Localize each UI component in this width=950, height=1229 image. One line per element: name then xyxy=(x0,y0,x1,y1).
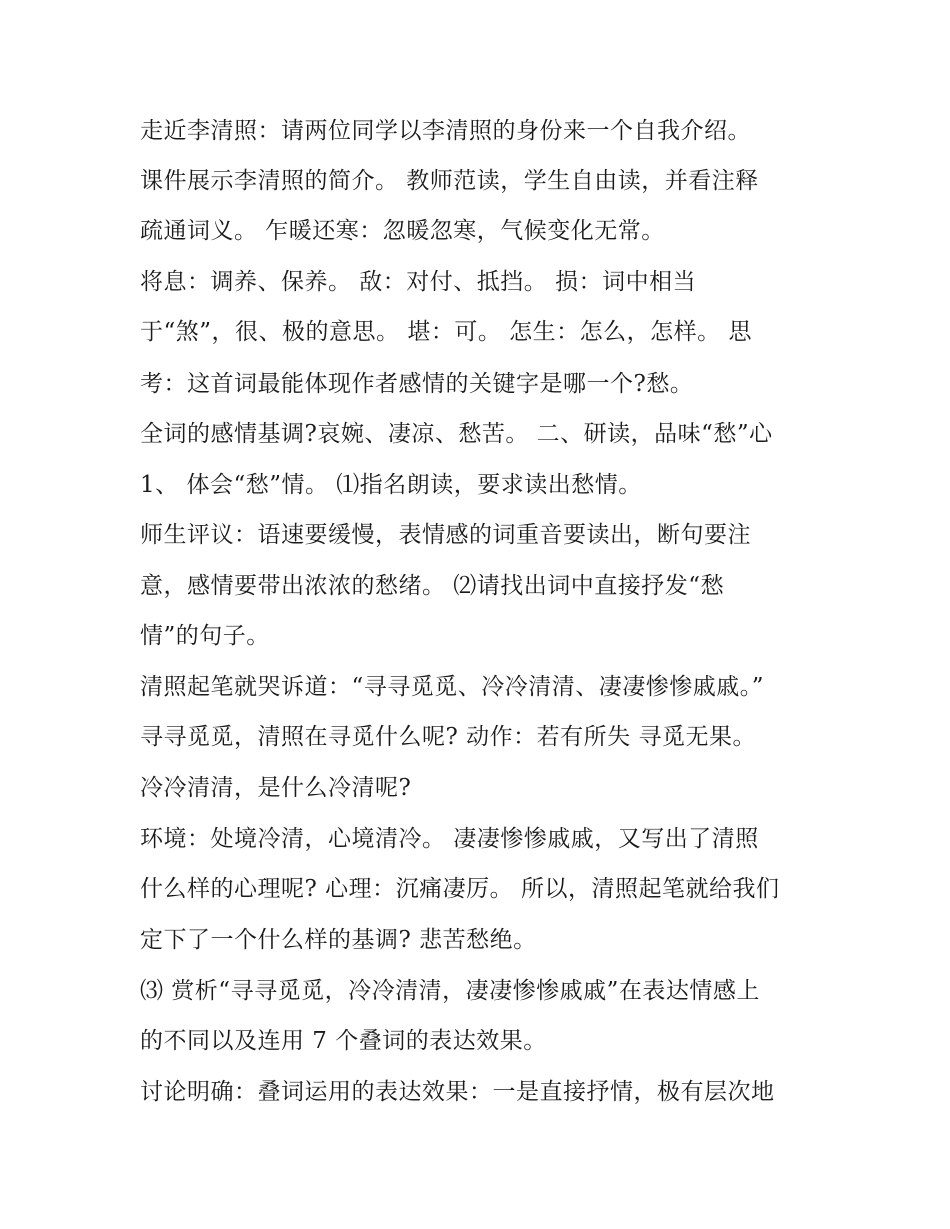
text-line: 意，感情要带出浓浓的愁绪。 ⑵请找出词中直接抒发“愁 xyxy=(140,573,725,599)
text-line: 师生评议：语速要缓慢，表情感的词重音要读出，断句要注 xyxy=(140,522,751,548)
text-line: 什么样的心理呢? 心理：沉痛凄厉。 所以，清照起笔就给我们 xyxy=(140,876,780,902)
text-line: 课件展示李清照的简介。 教师范读，学生自由读，并看注释 xyxy=(140,168,759,194)
text-line: 冷冷清清，是什么冷清呢? xyxy=(140,775,412,801)
text-line: 考：这首词最能体现作者感情的关键字是哪一个?愁。 xyxy=(140,371,694,397)
text-line: 寻寻觅觅，清照在寻觅什么呢? 动作：若有所失 寻觅无果。 xyxy=(140,724,756,750)
text-line: 于“煞”，很、极的意思。 堪：可。 怎生：怎么，怎样。 思 xyxy=(140,319,752,345)
text-line: 情”的句子。 xyxy=(140,623,270,649)
text-line: 的不同以及连用 7 个叠词的表达效果。 xyxy=(140,1028,547,1054)
text-line: 讨论明确：叠词运用的表达效果：一是直接抒情，极有层次地 xyxy=(140,1079,775,1105)
text-line: 疏通词义。 乍暖还寒：忽暖忽寒，气候变化无常。 xyxy=(140,218,665,244)
text-line: 走近李清照：请两位同学以李清照的身份来一个自我介绍。 xyxy=(140,118,751,144)
text-line: ⑶ 赏析“寻寻觅觅，冷冷清清，凄凄惨惨戚戚”在表达情感上 xyxy=(140,978,760,1004)
text-line: 清照起笔就哭诉道：“寻寻觅觅、冷冷清清、凄凄惨惨戚戚。” xyxy=(140,674,765,700)
text-line: 全词的感情基调?哀婉、凄凉、愁苦。 二、研读，品味“愁”心 xyxy=(140,421,773,447)
text-line: 定下了一个什么样的基调? 悲苦愁绝。 xyxy=(140,927,537,953)
text-line: 环境：处境冷清，心境清冷。 凄凄惨惨戚戚，又写出了清照 xyxy=(140,826,759,852)
text-line: 1、 体会“愁”情。 ⑴指名朗读，要求读出愁情。 xyxy=(140,472,642,498)
text-line: 将息：调养、保养。 敌：对付、抵挡。 损：词中相当 xyxy=(140,269,697,295)
